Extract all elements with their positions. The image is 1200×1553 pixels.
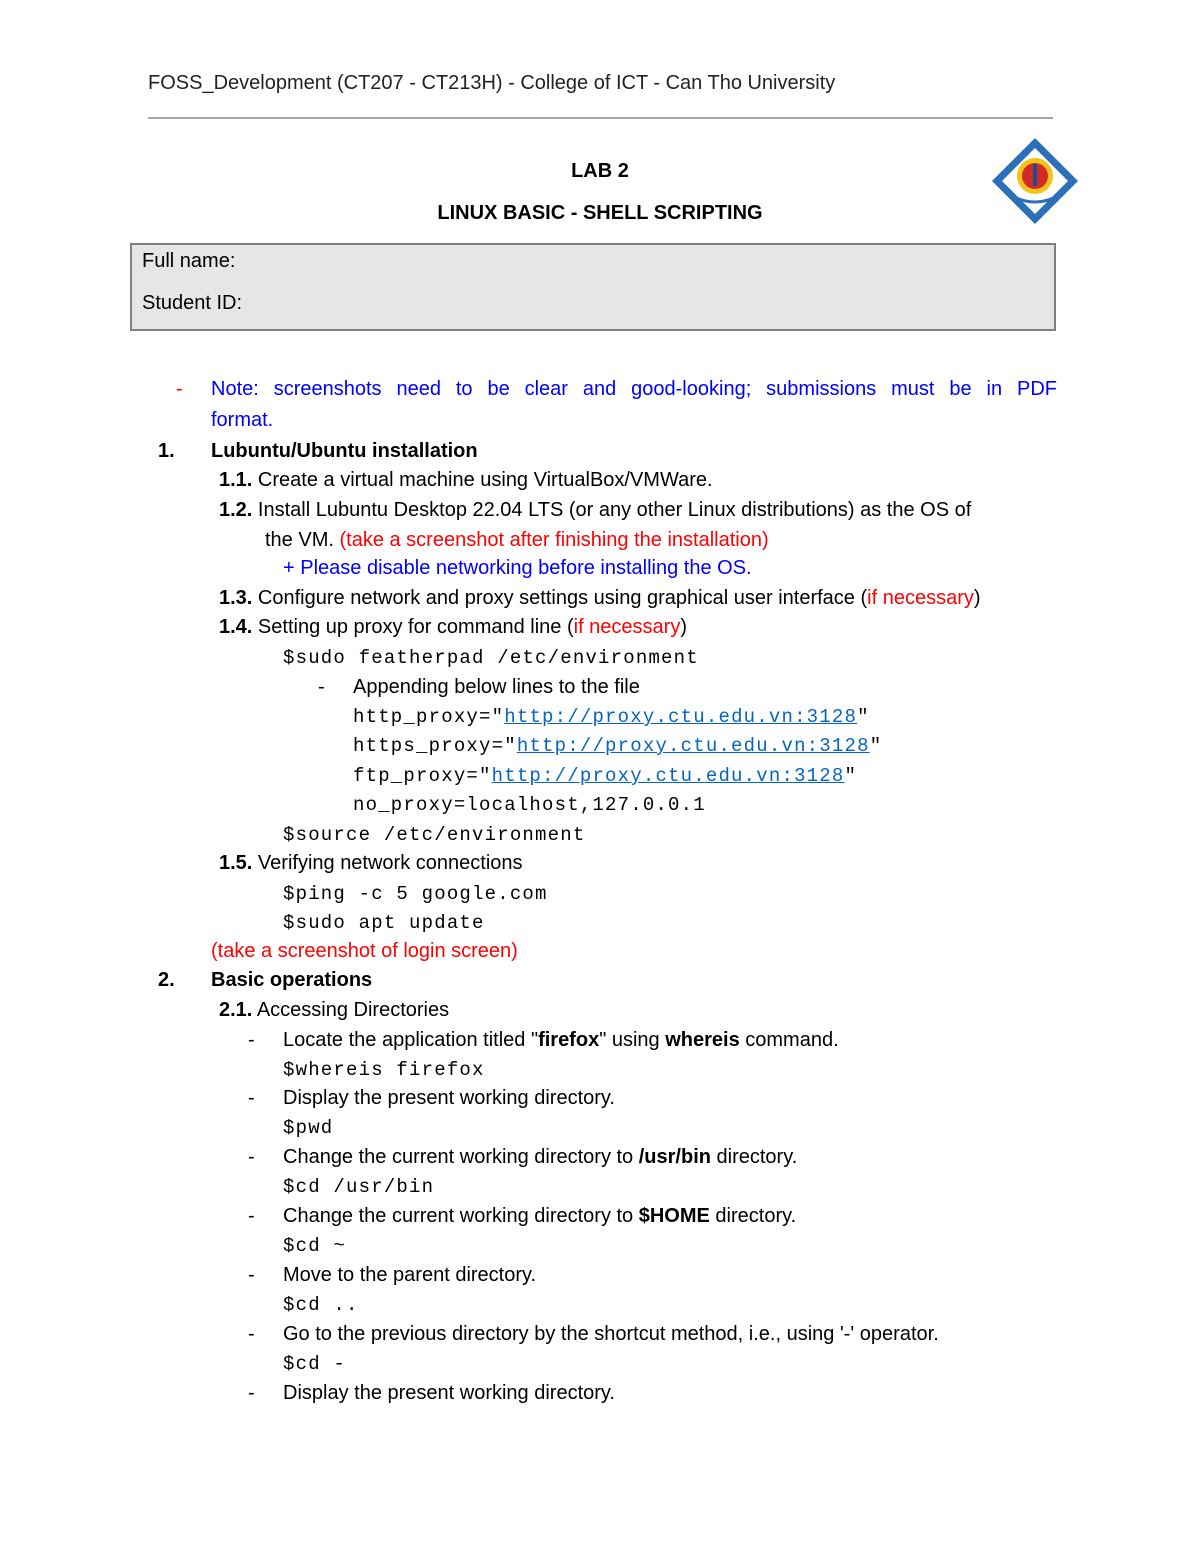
step-text: Configure network and proxy settings using graphical user interface ( [257,587,868,609]
closing-quote: " [869,735,883,757]
step-2-1 [219,998,449,1022]
list-item: Display the present working directory. [283,1087,615,1109]
list-item [283,1028,839,1052]
screenshot-note: (take a screenshot after finishing the installation) [339,529,769,551]
bullet: - [248,1382,255,1404]
step-text: Install Lubuntu Desktop 22.04 LTS (or any other Linux distributions) as the OS of [257,499,972,521]
step-number: 1.2. [219,499,253,521]
item-text: directory. [709,1205,797,1227]
append-instruction: Appending below lines to the file [353,676,640,698]
note-line-1: Note: screenshots need to be clear and good-looking; submissions must be in PDF [211,378,1057,400]
command-ping: $ping -c 5 google.com [283,883,548,905]
student-id-label: Student ID: [142,292,243,314]
list-item [283,1204,796,1228]
bullet: - [248,1264,255,1286]
step-text-end: ) [973,587,981,609]
section-2-title: Basic operations [211,969,373,991]
page-header: FOSS_Development (CT207 - CT213H) - College of ICT - Can Tho University [148,72,836,94]
section-1-title: Lubuntu/Ubuntu installation [211,440,478,462]
section-1-number: 1. [158,440,175,462]
bullet: - [248,1205,255,1227]
closing-quote: " [844,765,858,787]
if-necessary-note: if necessary [573,616,681,638]
item-text: Change the current working directory to [283,1205,639,1227]
lab-subtitle: LINUX BASIC - SHELL SCRIPTING [437,202,763,224]
https-proxy-line [353,734,882,758]
bullet: - [248,1087,255,1109]
item-bold: /usr/bin [638,1146,711,1168]
step-number: 1.4. [219,616,253,638]
command-featherpad: $sudo featherpad /etc/environment [283,647,699,669]
note-line-2: format. [211,409,274,431]
list-item: Move to the parent directory. [283,1264,537,1286]
http-proxy-key: http_proxy=" [353,706,505,728]
item-bold: whereis [665,1029,740,1051]
item-text: Locate the application titled " [283,1029,539,1051]
command-source: $source /etc/environment [283,824,586,846]
section-2-number: 2. [158,969,175,991]
command-cd-parent: $cd .. [283,1294,359,1316]
step-number: 1.1. [219,469,253,491]
step-1-3 [219,586,981,610]
command-cd-usr-bin: $cd /usr/bin [283,1176,435,1198]
header-divider [148,117,1053,119]
step-text: Accessing Directories [256,999,450,1021]
step-1-4 [219,615,687,639]
step-1-2-line-2 [265,528,769,552]
command-cd-previous: $cd - [283,1353,347,1375]
proxy-url-link[interactable]: http://proxy.ctu.edu.vn:3128 [516,735,870,757]
ftp-proxy-line [353,764,857,788]
lab-title: LAB 2 [571,160,629,182]
step-text-end: ) [680,616,688,638]
step-number: 1.5. [219,852,253,874]
item-text: Change the current working directory to [283,1146,639,1168]
proxy-url-link[interactable]: http://proxy.ctu.edu.vn:3128 [491,765,845,787]
step-number: 1.3. [219,587,253,609]
note-bullet: - [176,378,183,400]
command-whereis: $whereis firefox [283,1059,485,1081]
closing-quote: " [857,706,870,728]
item-text: " using [599,1029,666,1051]
ftp-proxy-key: ftp_proxy=" [353,765,492,787]
list-item: Display the present working directory. [283,1382,615,1404]
command-cd-home: $cd ~ [283,1235,347,1257]
disable-networking-note: + Please disable networking before installing the OS. [283,557,752,579]
student-info-box [130,243,1056,331]
http-proxy-line [353,705,870,729]
bullet: - [318,676,325,698]
bullet: - [248,1029,255,1051]
step-1-5 [219,851,523,875]
https-proxy-key: https_proxy=" [353,735,517,757]
bullet: - [248,1323,255,1345]
step-text: Setting up proxy for command line ( [257,616,574,638]
item-text: command. [739,1029,839,1051]
step-1-2 [219,498,971,522]
no-proxy-line: no_proxy=localhost,127.0.0.1 [353,794,706,816]
if-necessary-note: if necessary [867,587,974,609]
step-text: the VM. [265,529,340,551]
item-bold: firefox [538,1029,600,1051]
proxy-url-link[interactable]: http://proxy.ctu.edu.vn:3128 [504,706,858,728]
full-name-label: Full name: [142,250,236,272]
list-item [283,1145,797,1169]
command-pwd: $pwd [283,1117,334,1139]
step-1-1 [219,468,713,492]
bullet: - [248,1146,255,1168]
login-screenshot-note: (take a screenshot of login screen) [211,940,518,962]
step-number: 2.1. [219,999,253,1021]
item-text: directory. [710,1146,798,1168]
step-text: Verifying network connections [257,852,523,874]
step-text: Create a virtual machine using VirtualBox/VMWare. [257,469,713,491]
command-apt-update: $sudo apt update [283,912,485,934]
item-bold: $HOME [638,1205,710,1227]
list-item: Go to the previous directory by the shortcut method, i.e., using '-' operator. [283,1323,939,1345]
